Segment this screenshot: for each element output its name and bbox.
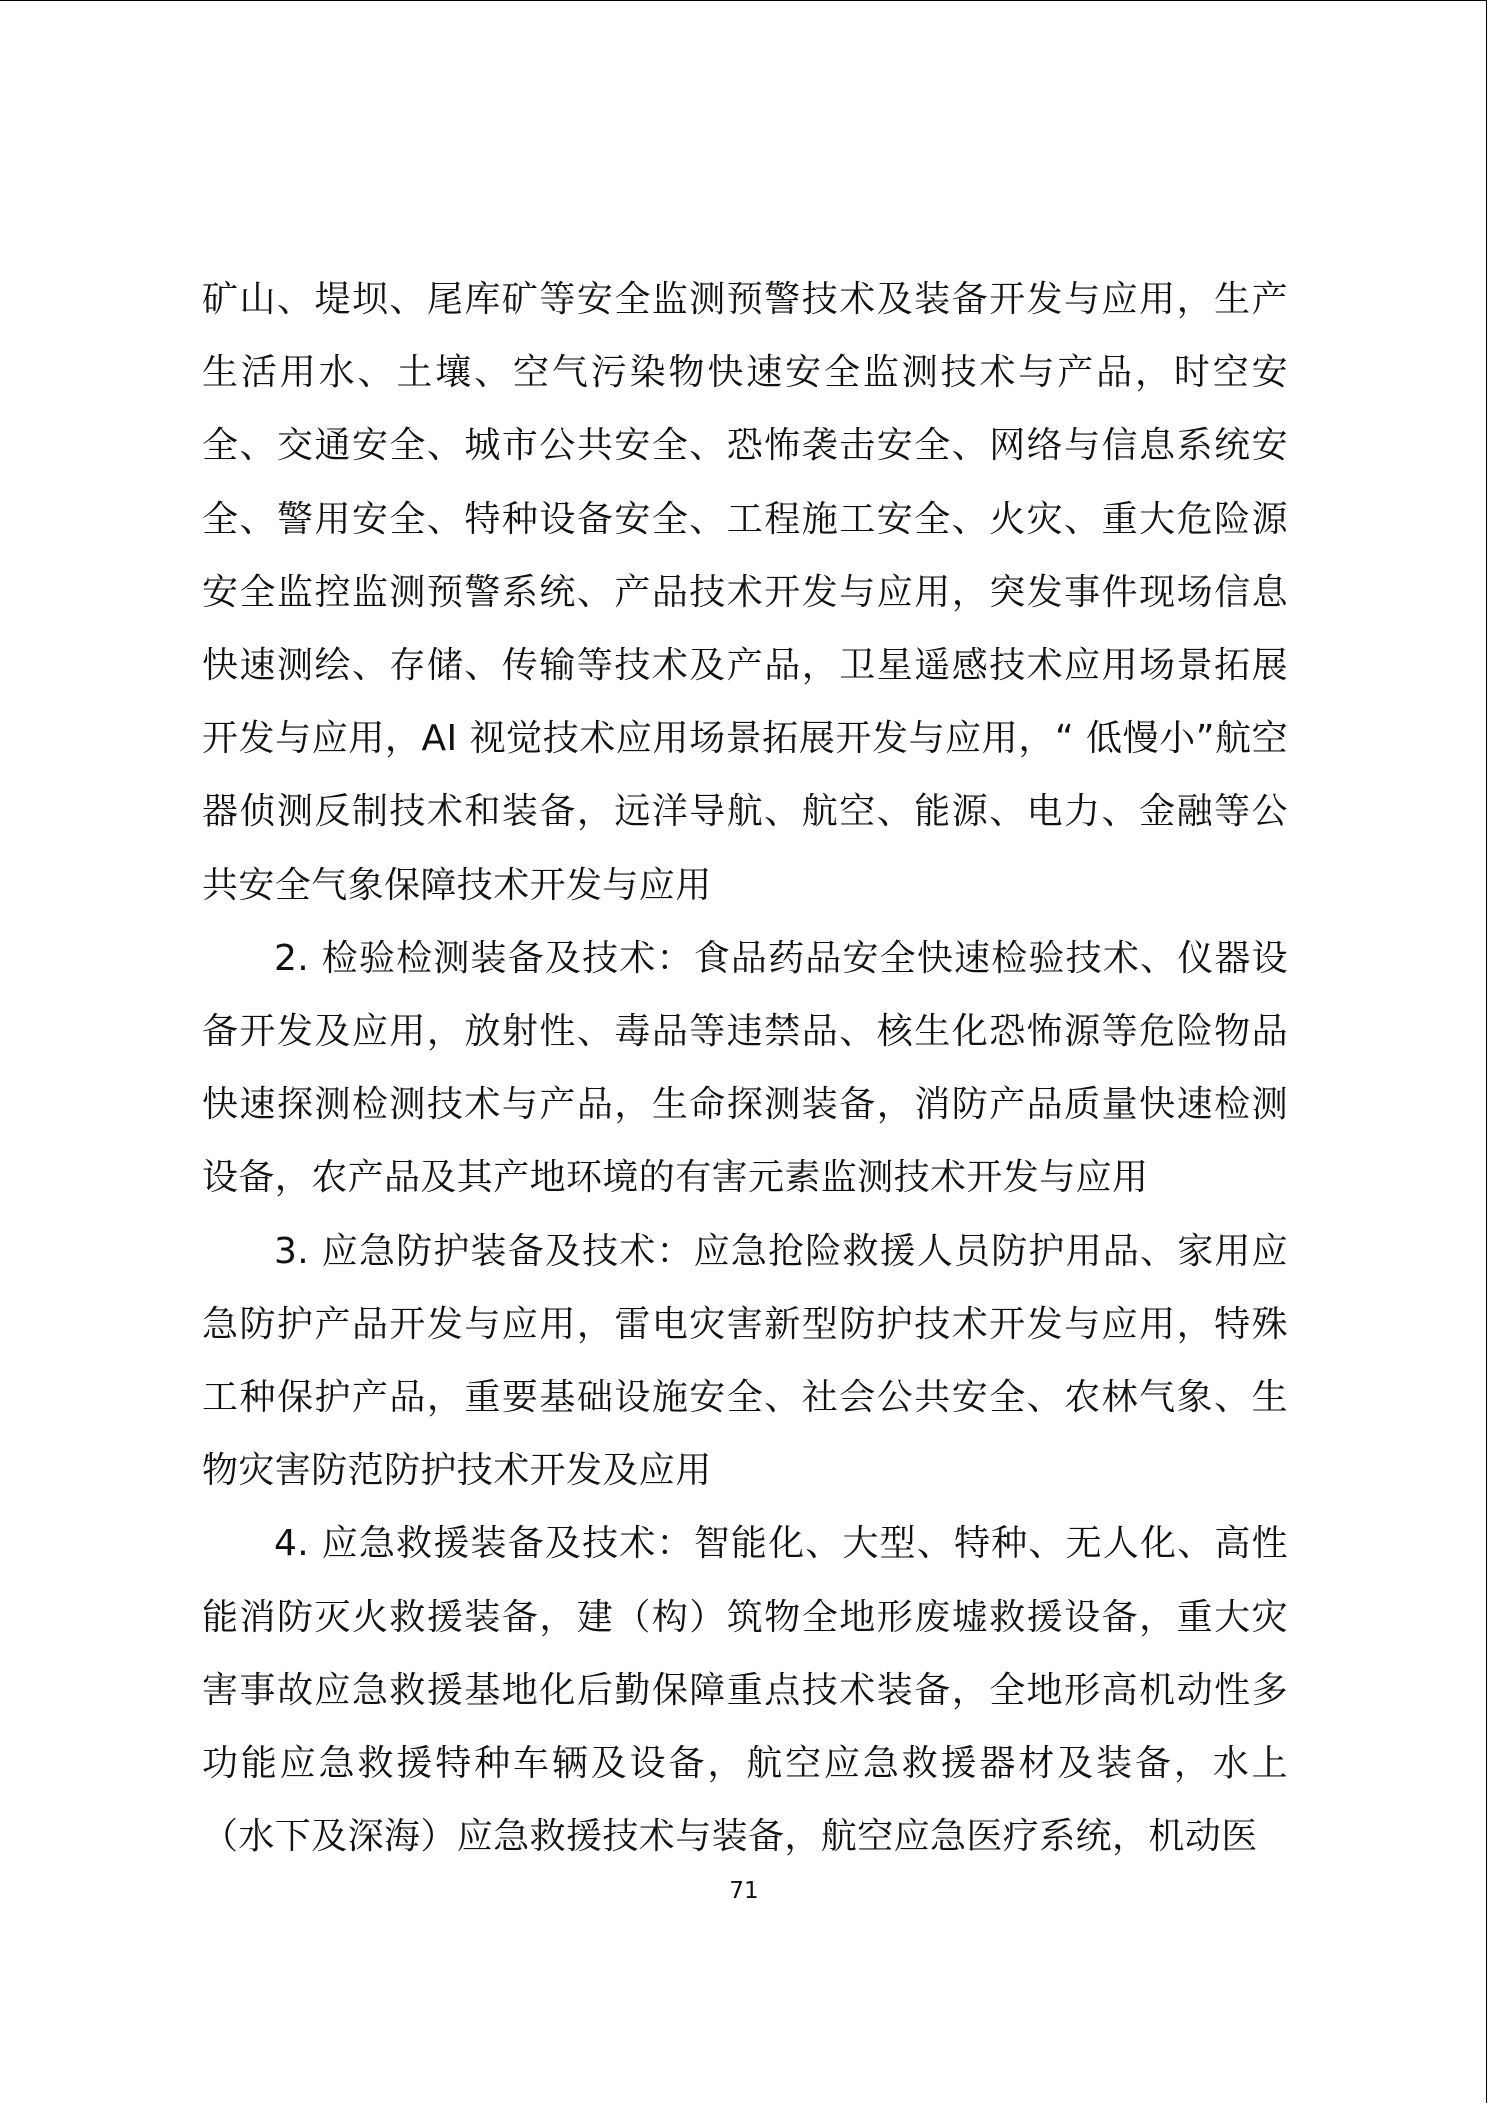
paragraph-item-2-inspection: 2. 检验检测装备及技术：食品药品安全快速检验技术、仪器设备开发及应用，放射性、毒品等违禁品、核生化恐怖源等危险物品快速探测检测技术与产品，生命探测装备，消防产品质量快速检测设备，农产品及其产地环境的有害元素监测技术开发与应用	[202, 937, 1288, 1199]
paragraph-item-3-protection: 3. 应急防护装备及技术：应急抢险救援人员防护用品、家用应急防护产品开发与应用，雷电灾害新型防护技术开发与应用，特殊工种保护产品，重要基础设施安全、社会公共安全、农林气象、生物灾害防范防护技术开发及应用	[202, 1230, 1288, 1492]
paragraph-monitoring-continued: 矿山、堤坝、尾库矿等安全监测预警技术及装备开发与应用，生产生活用水、土壤、空气污染物快速安全监测技术与产品，时空安全、交通安全、城市公共安全、恐怖袭击安全、网络与信息系统安全、警用安全、特种设备安全、工程施工安全、火灾、重大危险源安全监控监测预警系统、产品技术开发与应用，突发事件现场信息快速测绘、存储、传输等技术及产品，卫星遥感技术应用场景拓展开发与应用，AI 视觉技术应用场景拓展开发与应用，“ 低慢小”航空器侦测反制技术和装备，远洋导航、航空、能源、电力、金融等公共安全气象保障技术开发与应用	[202, 279, 1288, 906]
page-number: 71	[729, 1878, 759, 1904]
paragraph-item-4-rescue: 4. 应急救援装备及技术：智能化、大型、特种、无人化、高性能消防灭火救援装备，建（构）筑物全地形废墟救援设备，重大灾害事故应急救援基地化后勤保障重点技术装备，全地形高机动性多功能应急救援特种车辆及设备，航空应急救援器材及装备，水上（水下及深海）应急救援技术与装备，航空应急医疗系统，机动医	[202, 1523, 1288, 1858]
body-text	[202, 263, 1288, 1873]
